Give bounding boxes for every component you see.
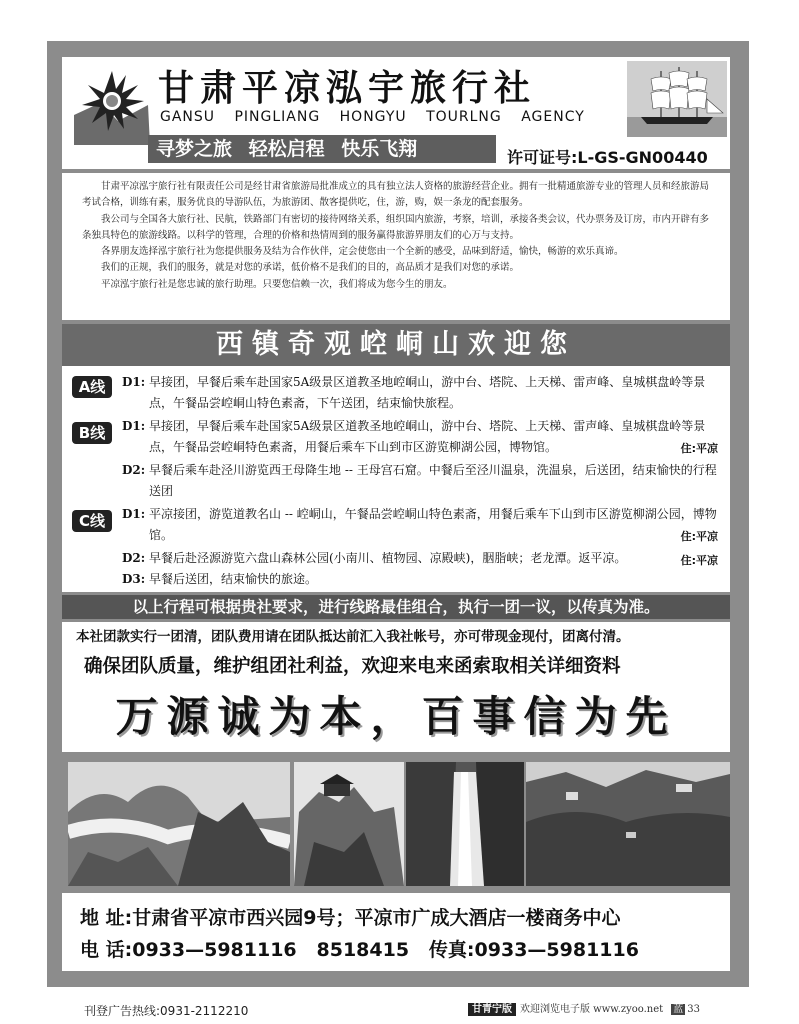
site-text: 欢迎浏览电子版 www.zyoo.net: [520, 1004, 664, 1015]
line-c-tag: C线: [72, 510, 112, 532]
phone-value-2: 8518415: [316, 939, 410, 961]
address-value: 甘肃省平凉市西兴园9号；平凉市广成大酒店一楼商务中心: [132, 907, 621, 929]
intro-paragraph: 甘肃平凉泓宇旅行社有限责任公司是经甘肃省旅游局批准成立的具有独立法人资格的旅游经营企业。拥有一批精通旅游专业的管理人员和经旅游局考试合格，训练有素，服务优良的导游队伍，为旅游团、散客提供吃，住，游，购，娱一条龙的配套服务。: [82, 181, 710, 209]
sailing-ship-image: [627, 61, 727, 137]
company-name-cn: 甘肃平凉泓宇旅行社: [158, 67, 537, 109]
notice-box: [62, 622, 730, 752]
itinerary-notice: 以上行程可根据贵社要求，进行线路最佳组合，执行一团一议，以传真为准。: [62, 595, 730, 619]
ad-hotline: 刊登广告热线:0931-2112210: [84, 1004, 249, 1018]
day-text: 早餐后乘车赴泾川游览西王母降生地 -- 王母宫石窟。中餐后至泾川温泉，洗温泉，后送团，结束愉快的行程送团: [149, 463, 717, 498]
day-label: D1:: [122, 419, 146, 433]
fax-label: 传真:: [428, 939, 475, 961]
footer-publication: [468, 1000, 700, 1015]
motto: 万源诚为本，百事信为先: [115, 692, 677, 741]
tour-section: [62, 324, 730, 592]
address-label: 地 址:: [80, 907, 133, 929]
intro-paragraph: 各界朋友选择泓宇旅行社为您提供服务及结为合作伙伴，定会使您由一个全新的感受，品味到舒适，愉快，畅游的欢乐真谛。: [101, 246, 624, 258]
fax-value: 0933—5981116: [474, 939, 639, 961]
intro-paragraph: 我公司与全国各大旅行社、民航，铁路部门有密切的接待网络关系，组织国内旅游，考察，培训，承接各类会议，代办票务及订房，市内开辟有多条独具特色的旅游线路。以科学的管理，合理的价格和热情周到的服务赢得旅游界朋友们的心万与支持。: [82, 213, 710, 241]
line-c-day1: [122, 504, 718, 546]
line-b-day1: [122, 416, 718, 458]
line-a-tag: A线: [72, 376, 112, 398]
day-text: 平凉接团，游览道教名山 -- 崆峒山，午餐品尝崆峒山特色素斋，用餐后乘车下山到市区游览柳湖公园，博物馆。: [149, 507, 717, 542]
address-line: [80, 903, 620, 930]
day-label: D1:: [122, 375, 146, 389]
license-number: 许可证号:L-GS-GN00440: [507, 148, 708, 167]
photo-waterfall: [406, 762, 524, 886]
company-logo: [70, 65, 154, 149]
day-text: 早接团，早餐后乘车赴国家5A级景区道教圣地崆峒山，游中台、塔院、上天梯、雷声峰、皇城棋盘岭等景点，午餐品尝崆峒山特色素斋，下午送团，结束愉快旅程。: [149, 375, 706, 410]
line-c-day1-stay: 住:平凉: [680, 530, 718, 543]
header: [62, 57, 730, 169]
photo-temple-cliff: [294, 762, 404, 886]
phone-value: 0933—5981116: [132, 939, 297, 961]
edition-badge: 甘青宁版: [468, 1003, 516, 1016]
day-text: 早接团，早餐后乘车赴国家5A级景区道教圣地崆峒山，游中台、塔院、上天梯、雷声峰、皇城棋盘岭等景点，午餐品尝崆峒特色素斋，用餐后乘车下山到市区游览柳湖公园，博物馆。: [149, 419, 706, 454]
photo-mountain-clouds: [68, 762, 290, 886]
page-number: 33: [687, 1004, 700, 1015]
phone-label: 电 话:: [80, 939, 133, 961]
quality-notice: 确保团队质量，维护组团社利益，欢迎来电来函索取相关详细资料: [84, 656, 621, 677]
scenery-photos: [68, 762, 730, 886]
day-label: D2:: [122, 551, 146, 565]
intro-paragraph: 平凉泓宇旅行社是您忠诚的旅行助理。只要您信赖一次，我们将成为您今生的朋友。: [101, 278, 453, 290]
day-label: D2:: [122, 463, 146, 477]
payment-notice: 本社团款实行一团清，团队费用请在团队抵达前汇入我社帐号，亦可带现金现付，团离付清。: [76, 629, 630, 645]
line-c-day3: [122, 569, 718, 590]
line-c-day2-stay: 住:平凉: [680, 554, 718, 567]
tour-banner: 西镇奇观崆峒山欢迎您: [62, 324, 730, 366]
day-label: D3:: [122, 572, 146, 586]
line-b-tag: B线: [72, 422, 112, 444]
day-label: D1:: [122, 507, 146, 521]
line-b-day2: [122, 460, 718, 502]
day-text: 早餐后送团，结束愉快的旅途。: [149, 572, 318, 586]
photo-forest-temples: [526, 762, 730, 886]
line-c-day2: [122, 548, 642, 569]
company-name-en: GANSU PINGLIANG HONGYU TOURLNG AGENCY: [160, 109, 585, 125]
slogan-bar: 寻梦之旅 轻松启程 快乐飞翔: [148, 135, 496, 163]
line-b-day1-stay: 住:平凉: [680, 442, 718, 455]
company-intro: [62, 173, 730, 320]
phone-line: [80, 935, 639, 962]
day-text: 早餐后赴泾源游览六盘山森林公园(小南川、植物园、凉殿峡)，胭脂峡；老龙潭。返平凉。: [149, 551, 627, 565]
intro-paragraph: 我们的正规，我们的服务，就是对您的承诺，低价格不是我们的目的，高品质才是我们对您的承诺。: [101, 262, 520, 274]
line-a-day1: [122, 372, 718, 414]
contact-box: [62, 893, 730, 971]
page-mark: 蓝: [673, 1004, 684, 1015]
